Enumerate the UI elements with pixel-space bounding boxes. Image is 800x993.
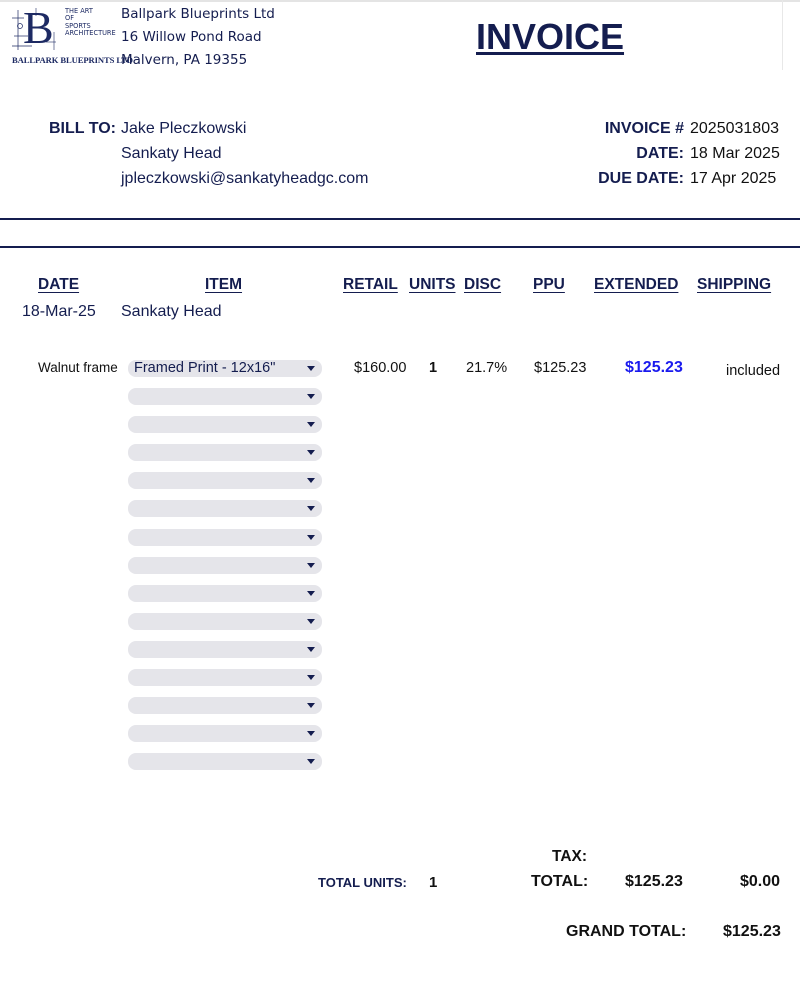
item-select-empty[interactable]: [128, 669, 322, 686]
item-select-empty[interactable]: [128, 585, 322, 602]
logo-letter: B: [23, 2, 54, 53]
item-select-empty[interactable]: [128, 613, 322, 630]
logo-tagline: THE ART OF SPORTS ARCHITECTURE: [65, 7, 116, 37]
chevron-down-icon: [307, 591, 315, 596]
chevron-down-icon: [307, 366, 315, 371]
due-date-label: DUE DATE:: [598, 170, 684, 187]
company-name: Ballpark Blueprints Ltd: [121, 6, 275, 22]
invoice-date: 18 Mar 2025: [690, 145, 780, 162]
company-address-line1: 16 Willow Pond Road: [121, 29, 262, 45]
chevron-down-icon: [307, 450, 315, 455]
line-item-retail: $160.00: [354, 360, 407, 376]
invoice-number-label: INVOICE #: [604, 120, 684, 137]
company-address-line2: Malvern, PA 19355: [121, 52, 248, 68]
column-header-shipping: SHIPPING: [697, 276, 772, 293]
chevron-down-icon: [307, 759, 315, 764]
total-shipping: $0.00: [740, 873, 781, 890]
header-divider-top: [0, 218, 800, 220]
total-extended: $125.23: [625, 873, 683, 890]
item-select-empty[interactable]: [128, 444, 322, 461]
item-select-empty[interactable]: [128, 697, 322, 714]
chevron-down-icon: [307, 731, 315, 736]
item-select-empty[interactable]: [128, 500, 322, 517]
bill-to-label: BILL TO:: [49, 120, 116, 137]
chevron-down-icon: [307, 563, 315, 568]
item-select-empty[interactable]: [128, 641, 322, 658]
chevron-down-icon: [307, 478, 315, 483]
chevron-down-icon: [307, 535, 315, 540]
line-item-ppu: $125.23: [534, 360, 587, 376]
invoice-number: 2025031803: [690, 120, 779, 137]
item-select-empty[interactable]: [128, 753, 322, 770]
bill-to-name: Jake Pleczkowski: [121, 120, 247, 137]
item-select-empty[interactable]: [128, 529, 322, 546]
column-header-item: ITEM: [205, 276, 243, 293]
due-date: 17 Apr 2025: [690, 170, 777, 187]
bill-to-org: Sankaty Head: [121, 145, 222, 162]
chevron-down-icon: [307, 394, 315, 399]
order-client: Sankaty Head: [121, 303, 222, 320]
grand-total-label: GRAND TOTAL:: [566, 923, 687, 940]
chevron-down-icon: [307, 619, 315, 624]
invoice-title: INVOICE: [476, 16, 625, 57]
chevron-down-icon: [307, 703, 315, 708]
column-header-extended: EXTENDED: [594, 276, 679, 293]
column-header-date: DATE: [38, 276, 80, 293]
item-select-empty[interactable]: [128, 472, 322, 489]
header-divider-bottom: [0, 246, 800, 248]
total-units-label: TOTAL UNITS:: [318, 875, 407, 890]
chevron-down-icon: [307, 647, 315, 652]
invoice-date-label: DATE:: [636, 145, 684, 162]
tax-label: TAX:: [552, 848, 588, 865]
chevron-down-icon: [307, 675, 315, 680]
item-select-empty[interactable]: [128, 725, 322, 742]
item-select-value: Framed Print - 12x16": [134, 360, 276, 376]
logo-wordmark: BALLPARK BLUEPRINTS LTD: [12, 55, 133, 65]
column-header-units: UNITS: [409, 276, 456, 293]
chevron-down-icon: [307, 422, 315, 427]
line-item-disc: 21.7%: [466, 360, 508, 376]
sheet-column-divider: [782, 0, 783, 70]
sheet-top-border: [0, 0, 800, 2]
bill-to-email[interactable]: jpleczkowski@sankatyheadgc.com: [121, 170, 369, 187]
line-item-units: 1: [429, 360, 438, 376]
company-logo: [10, 2, 133, 68]
line-item-shipping: included: [726, 363, 781, 379]
grand-total-value: $125.23: [723, 923, 781, 940]
column-header-ppu: PPU: [533, 276, 565, 293]
line-item-extended: $125.23: [625, 359, 683, 376]
total-label: TOTAL:: [531, 873, 589, 890]
order-date: 18-Mar-25: [22, 303, 96, 320]
item-select[interactable]: [128, 360, 322, 377]
total-units-value: 1: [429, 874, 438, 891]
item-select-empty[interactable]: [128, 557, 322, 574]
item-select-empty[interactable]: [128, 416, 322, 433]
line-item-note: Walnut frame: [38, 360, 118, 375]
chevron-down-icon: [307, 506, 315, 511]
column-header-retail: RETAIL: [343, 276, 398, 293]
item-select-empty[interactable]: [128, 388, 322, 405]
column-header-disc: DISC: [464, 276, 502, 293]
